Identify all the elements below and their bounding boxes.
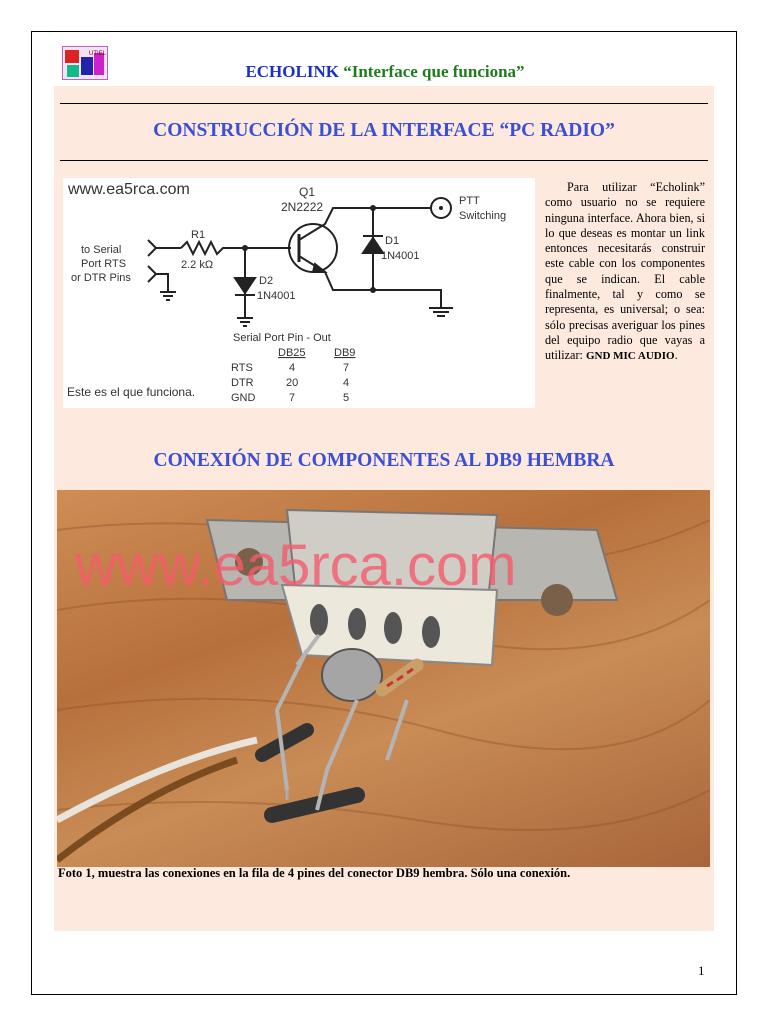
photo-watermark: www.ea5rca.com — [75, 533, 517, 598]
pinout-header-db9: DB9 — [334, 347, 356, 359]
input-label-3: or DTR Pins — [71, 272, 131, 284]
document-title — [110, 62, 660, 82]
connector-photo — [57, 490, 710, 867]
top-rule — [60, 103, 708, 104]
ptt-label-1: PTT — [459, 195, 480, 207]
paragraph-end: . — [674, 348, 678, 363]
d1-label: D1 — [385, 235, 400, 247]
pinout-row-db25: 4 — [289, 362, 296, 374]
r1-label: R1 — [191, 229, 206, 241]
diagram-watermark: www.ea5rca.com — [68, 181, 190, 198]
section-heading-connection: CONEXIÓN DE COMPONENTES AL DB9 HEMBRA — [153, 450, 615, 471]
pinout-row-name: DTR — [231, 377, 254, 389]
pinout-row-name: GND — [231, 392, 256, 404]
input-label-1: to Serial — [81, 244, 122, 256]
intro-paragraph — [545, 180, 705, 365]
pinout-row-db9: 7 — [343, 362, 350, 374]
paragraph-pins: GND MIC AUDIO — [585, 350, 675, 363]
paragraph-text: Para utilizar “Echolink” como usuario no se requiere ninguna interface. Ahora bien, si lo que deseas es montar un link entonces necesitarás construir este cable con los componentes que se indican. El cable finalmente, tal y como se representa, es universal; o sea: sólo precisas averiguar los pines del equipo radio que vayas a utilizar: — [545, 180, 705, 363]
club-logo — [62, 46, 108, 80]
pinout-row-db9: 4 — [343, 377, 350, 389]
circuit-diagram — [63, 178, 535, 408]
pinout-title: Serial Port Pin - Out — [233, 332, 331, 344]
pinout-row-name: RTS — [231, 362, 253, 374]
input-label-2: Port RTS — [81, 258, 127, 270]
pinout-header-db25: DB25 — [278, 347, 306, 359]
diagram-note: Este es el que funciona. — [67, 385, 196, 399]
logo-text: UTIEL — [89, 51, 107, 57]
d2-label: D2 — [259, 275, 274, 287]
pinout-row-db25: 7 — [289, 392, 296, 404]
pinout-row-db9: 5 — [343, 392, 350, 404]
bottom-rule — [60, 160, 708, 161]
photo-caption: Foto 1, muestra las conexiones en la fila de 4 pines del conector DB9 hembra. Sólo una conexión. — [58, 866, 571, 880]
ptt-label-2: Switching — [459, 210, 507, 222]
q1-part: 2N2222 — [281, 200, 324, 214]
title-echolink: ECHOLINK — [245, 62, 339, 81]
title-subtitle: “Interface que funciona” — [343, 62, 525, 81]
pinout-row-db25: 20 — [286, 377, 299, 389]
d2-part: 1N4001 — [257, 290, 296, 302]
r1-value: 2.2 kΩ — [181, 259, 214, 271]
section-heading-construction: CONSTRUCCIÓN DE LA INTERFACE “PC RADIO” — [153, 120, 615, 141]
q1-label: Q1 — [299, 185, 316, 199]
d1-part: 1N4001 — [381, 250, 420, 262]
page-number: 1 — [698, 963, 705, 978]
